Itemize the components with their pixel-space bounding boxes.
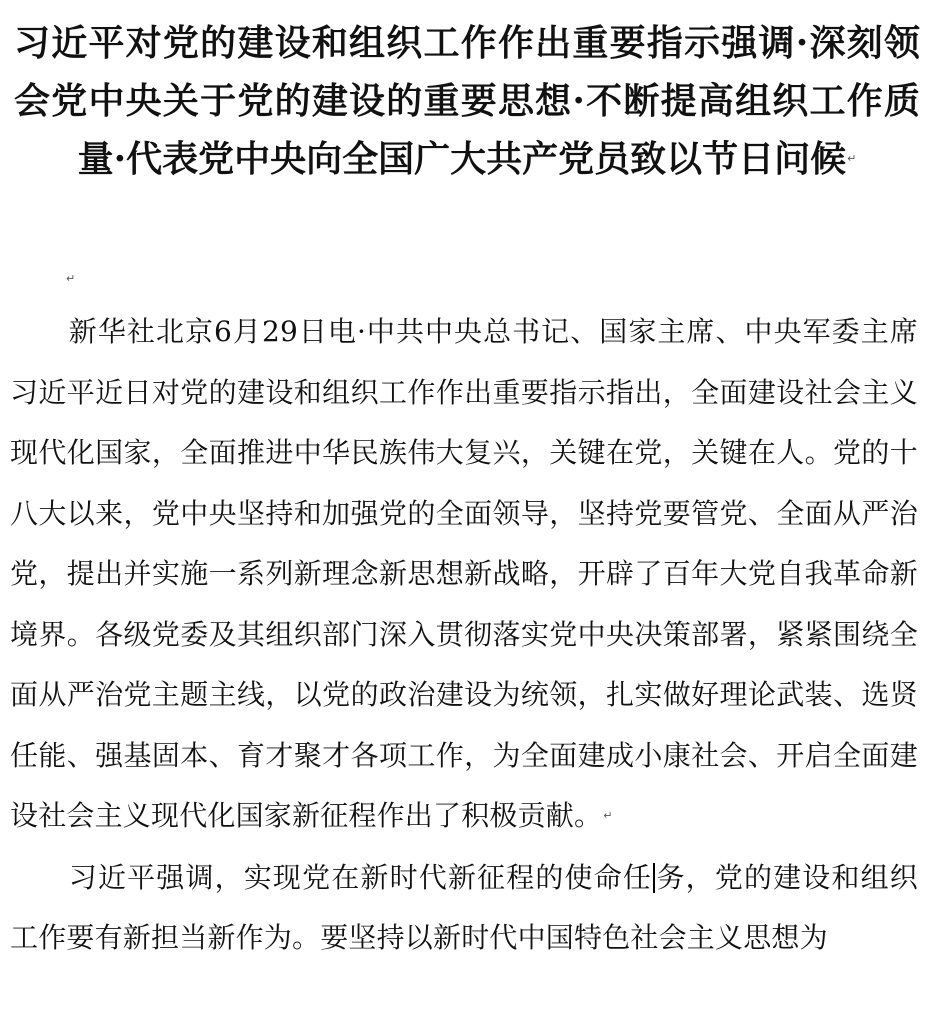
- document-title: [14, 14, 920, 188]
- text-cursor: [653, 863, 655, 893]
- paragraph-mark-icon: ↵: [603, 809, 613, 822]
- body-paragraph[interactable]: [10, 302, 918, 847]
- paragraph-mark-icon: ↵: [847, 152, 857, 165]
- paragraph-text: 务，党的建设和组织工作要有新担当新作为。要坚持以新时代中国特色社会主义思想为: [10, 860, 918, 954]
- title-text: 习近平对党的建设和组织工作作出重要指示强调·深刻领会党中央关于党的建设的重要思想·不断提高组织工作质量·代表党中央向全国广大共产党员致以节日问候: [14, 22, 920, 180]
- body-paragraph[interactable]: [10, 848, 918, 969]
- paragraph-text: 习近平强调，实现党在新时代新征程的使命任: [68, 860, 653, 894]
- document-body[interactable]: [10, 302, 918, 970]
- paragraph-mark-icon: ↵: [66, 272, 76, 285]
- paragraph-text: 新华社北京6月29日电·中共中央总书记、国家主席、中央军委主席习近平近日对党的建设和组织工作作出重要指示指出，全面建设社会主义现代化国家，全面推进中华民族伟大复兴，关键在党，关键在人。党的十八大以来，党中央坚持和加强党的全面领导，坚持党要管党、全面从严治党，提出并实施一系列新理念新思想新战略，开辟了百年大党自我革命新境界。各级党委及其组织部门深入贯彻落实党中央决策部署，紧紧围绕全面从严治党主题主线，以党的政治建设为统领，扎实做好理论武装、选贤任能、强基固本、育才聚才各项工作，为全面建成小康社会、开启全面建设社会主义现代化国家新征程作出了积极贡献。: [10, 315, 918, 832]
